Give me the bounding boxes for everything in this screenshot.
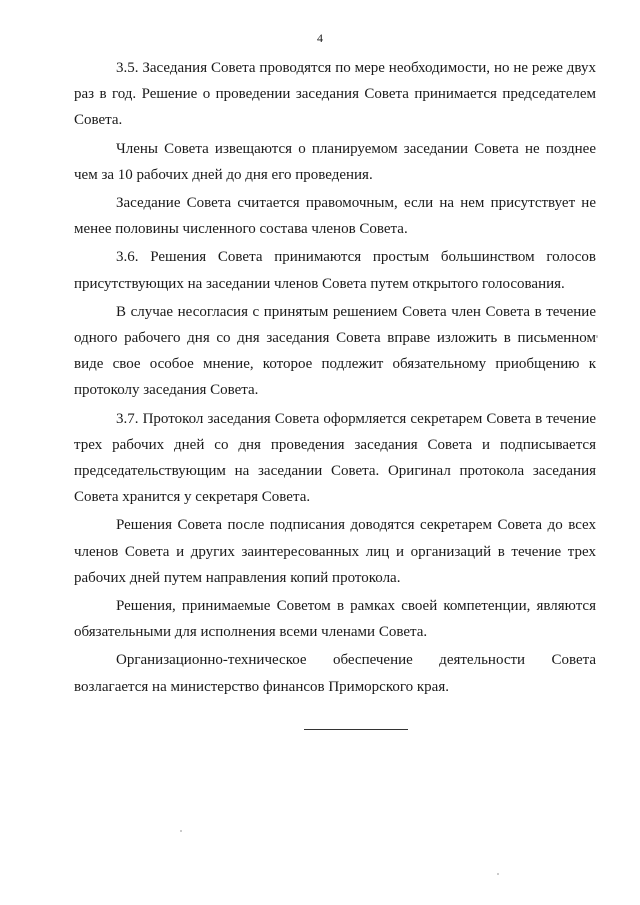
paragraph-notification: Члены Совета извещаются о планируемом заседании Совета не позднее чем за 10 рабочих дней до дня его проведения. [74,140,596,183]
scan-speck [180,830,182,832]
paragraph-distribution: Решения Совета после подписания доводятся секретарем Совета до всех членов Совета и других заинтересованных лиц и организаций в течение трех рабочих дней путем направления копий протокола. [74,517,596,586]
paragraph-support: Организационно-техническое обеспечение деятельности Совета возлагается на министерство финансов Приморского края. [74,652,596,695]
paragraph-3-6: 3.6. Решения Совета принимаются простым большинством голосов присутствующих на заседании членов Совета путем открытого голосования. [74,249,596,292]
document-body [74,55,596,700]
paragraph-dissent: В случае несогласия с принятым решением Совета член Совета в течение одного рабочего дня со дня заседания Совета вправе изложить в письменном виде свое особое мнение, которое подлежит обязательному приобщению к протоколу заседания Совета. [74,303,596,399]
paragraph-3-5: 3.5. Заседания Совета проводятся по мере необходимости, но не реже двух раз в год. Решение о проведении заседания Совета принимается председателем Совета. [74,60,596,129]
scan-speck [497,873,499,875]
paragraph-quorum: Заседание Совета считается правомочным, если на нем присутствует не менее половины численного состава членов Совета. [74,195,596,238]
end-separator-line [304,729,408,730]
paragraph-binding: Решения, принимаемые Советом в рамках своей компетенции, являются обязательными для исполнения всеми членами Совета. [74,598,596,641]
paragraph-3-7: 3.7. Протокол заседания Совета оформляется секретарем Совета в течение трех рабочих дней со дня проведения заседания Совета и подписывается председательствующим на заседании Совета. Оригинал протокола заседания Совета хранится у секретаря Совета. [74,410,596,506]
page-number: 4 [317,31,323,45]
scan-speck [596,335,598,338]
